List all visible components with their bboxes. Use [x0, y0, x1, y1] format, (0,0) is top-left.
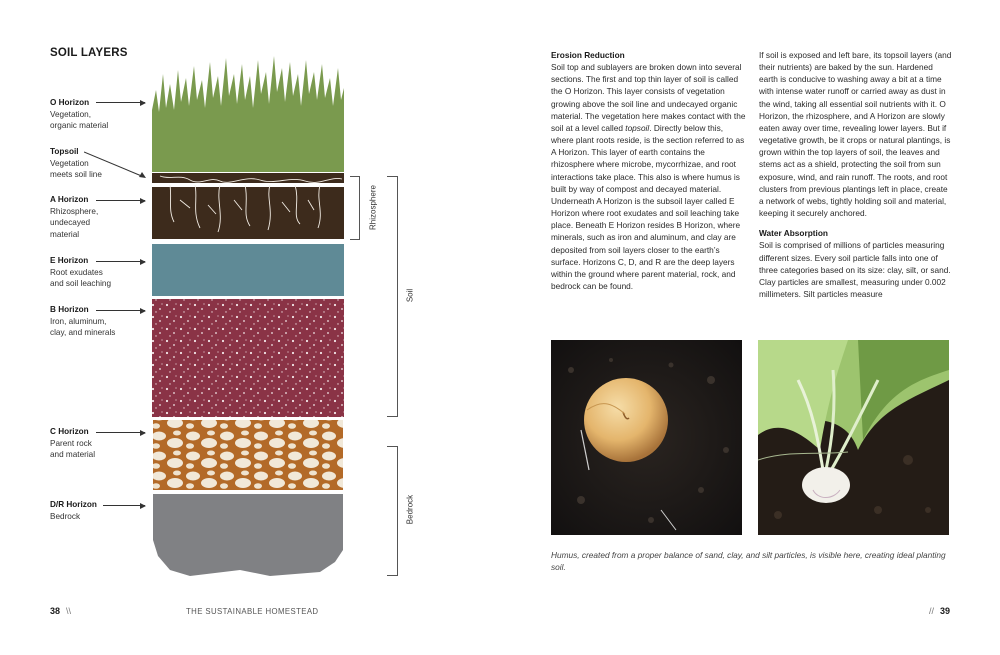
label-e-horizon: E Horizon Root exudates and soil leaching [50, 256, 111, 289]
subhead-erosion-reduction: Erosion Reduction [551, 50, 625, 60]
arrow-c-horizon [96, 432, 145, 433]
arrow-b-horizon [96, 310, 145, 311]
bracket-bedrock [387, 446, 398, 576]
b-horizon-layer [152, 299, 344, 417]
label-a-horizon: A Horizon Rhizosphere, undecayed material [50, 195, 99, 239]
topsoil-layer [152, 173, 344, 183]
bracket-soil [387, 176, 398, 417]
label-c-horizon: C Horizon Parent rock and material [50, 427, 96, 460]
photo-turnip-in-soil [758, 340, 949, 535]
bracket-rhizosphere [350, 176, 360, 240]
body-water-absorption: Soil is comprised of millions of particles measuring different sizes. Every soil particle falls into one of three categories based on its size: clay, silt, or sand. Clay particles are smallest, measuring under 0.002 millimeters. Silt particles measure [759, 240, 951, 299]
label-topsoil: Topsoil Vegetation meets soil line [50, 147, 102, 180]
c-horizon-layer [153, 420, 343, 490]
label-bedrock: Bedrock [405, 494, 415, 525]
arrow-o-horizon [96, 102, 145, 103]
label-rhizosphere: Rhizosphere [368, 185, 378, 230]
running-head: THE SUSTAINABLE HOMESTEAD [186, 607, 319, 616]
arrow-a-horizon [96, 200, 145, 201]
label-soil: Soil [405, 288, 415, 303]
label-o-horizon: O Horizon Vegetation, organic material [50, 98, 109, 131]
arrow-topsoil [84, 150, 152, 184]
text-column-2 [759, 49, 954, 300]
folio-right: // 39 [928, 606, 950, 616]
page-heading: SOIL LAYERS [50, 47, 128, 59]
folio-left: 38 \\ [50, 606, 72, 616]
arrow-dr-horizon [103, 505, 145, 506]
right-page [500, 0, 1000, 655]
a-horizon-layer [152, 187, 344, 239]
photo-onion-in-soil [551, 340, 742, 535]
label-dr-horizon: D/R Horizon Bedrock [50, 500, 97, 521]
bedrock-layer [153, 494, 343, 576]
body-erosion-continued: If soil is exposed and left bare, its topsoil layers (and their nutrients) are baked by the sun. Hardened earth is conducive to washing away a bit at a time with intense water runoff or carried away as dust in the wind, taking all essential soil nutrients with it. O Horizon, the rhizosphere, and A Horizon are slowly eaten away over time, revealing lower layers. But if vegetative growth, be it crops or natural plantings, is grown within the top layers of soil, the leaves and stems act as a shield, protecting the soil from sun exposure, wind, and rain runoff. The roots, and root clusters from previous plantings left in place, create a network of webs, tightly holding soil and material, keeping it securely anchored. [759, 50, 952, 219]
text-column-1 [551, 49, 746, 292]
vegetation-layer [152, 56, 344, 172]
subhead-water-absorption: Water Absorption [759, 228, 828, 239]
label-b-horizon: B Horizon Iron, aluminum, clay, and minerals [50, 305, 116, 338]
e-horizon-layer [152, 244, 344, 296]
body-erosion-reduction: Soil top and sublayers are broken down into several sections. The first and top thin layer of soil is called the O Horizon. This layer consists of vegetation growing above the soil line and undecayed organic material. The vegetation here makes contact with the soil at a level called topsoil. Directly below this, where plant roots reside, is the section referred to as A Horizon. This layer of earth contains the rhizosphere where microbe, mycorrhizae, and root interactions take place. This also is where humus is built by way of compost and decayed material. Underneath A Horizon is the subsoil layer called E Horizon where root exudates and soil leaching take place. Beneath E Horizon resides B Horizon, where minerals, such as iron and aluminum, and clay are deposited from soil layers closer to the earth’s surface. Horizons C, D, and R are the deep layers within the ground where parent material, rock, and bedrock can be found. [551, 62, 746, 291]
photo-caption: Humus, created from a proper balance of sand, clay, and silt particles, is visible here, creating ideal planting soil. [551, 550, 946, 573]
soil-layers-illustration [150, 50, 350, 580]
arrow-e-horizon [96, 261, 145, 262]
